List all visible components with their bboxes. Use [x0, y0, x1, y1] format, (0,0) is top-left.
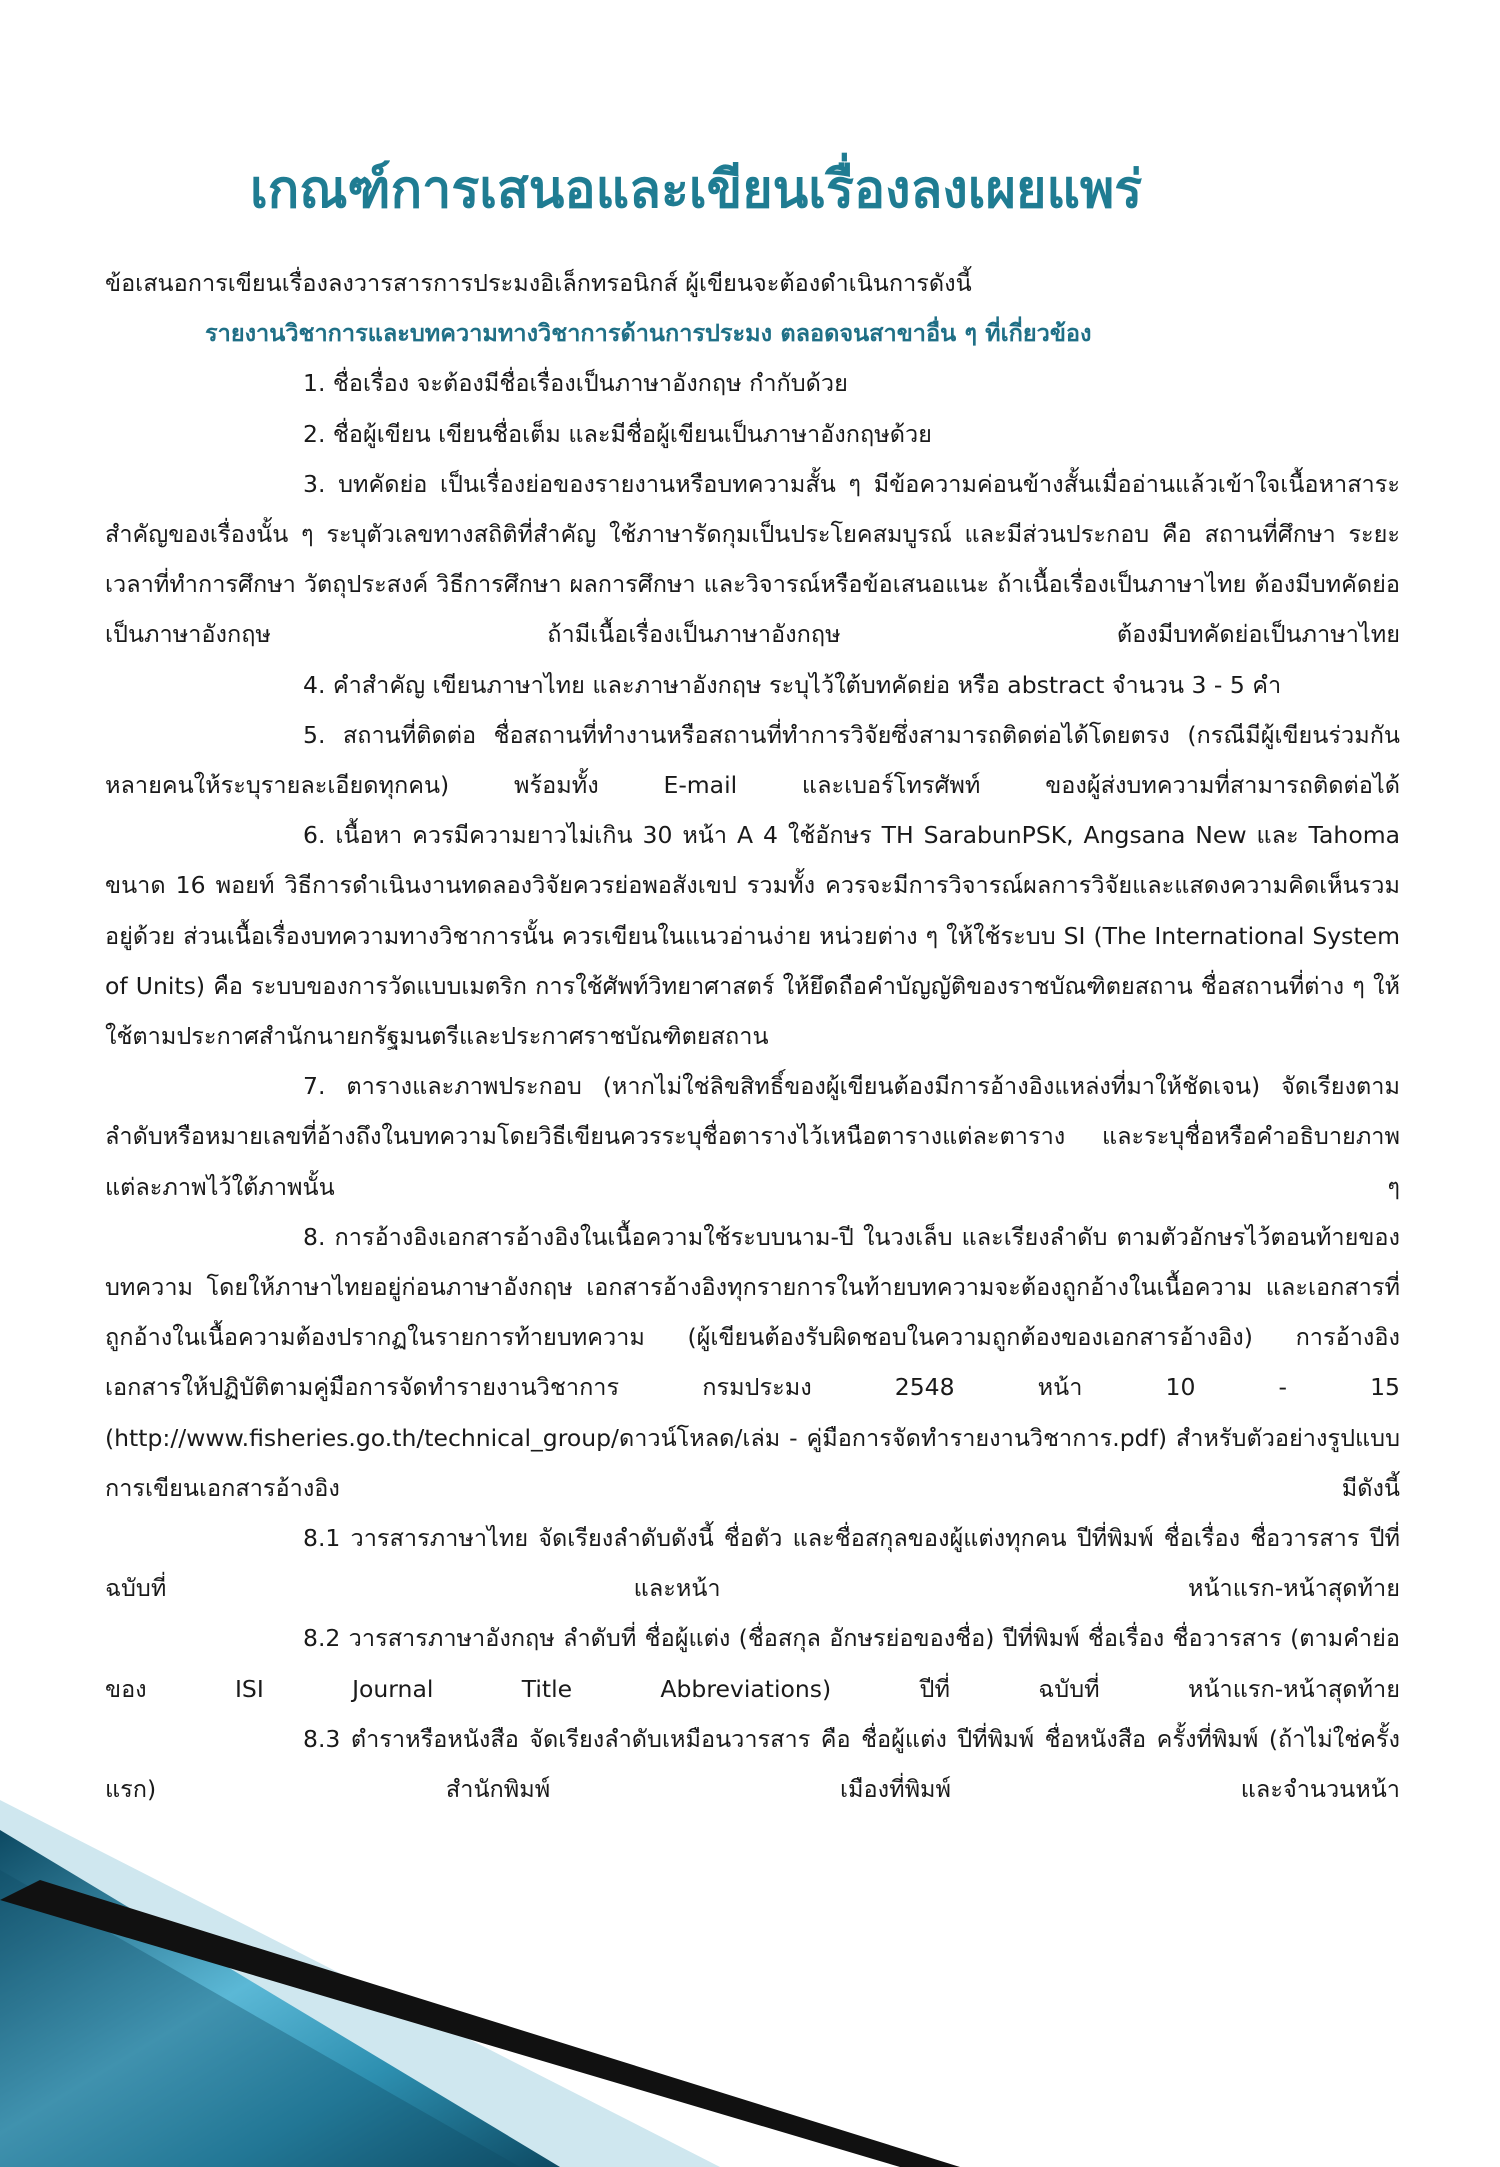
item-8-2-english-journal: 8.2 วารสารภาษาอังกฤษ ลำดับที่ ชื่อผู้แต่ง (ชื่อสกุล อักษรย่อของชื่อ) ปีที่พิมพ์ ชื่อเรื่อง ชื่อวารสาร (ตามคำย่อของ ISI Journal Title Abbreviations) ปีที่ ฉบับที่ หน้าแรก-หน้าสุดท้าย — [105, 1624, 1400, 1703]
intro-paragraph: ข้อเสนอการเขียนเรื่องลงวารสารการประมงอิเล็กทรอนิกส์ ผู้เขียนจะต้องดำเนินการดังนี้ — [105, 269, 972, 297]
page-title: เกณฑ์การเสนอและเขียนเรื่องลงเผยแพร่ — [250, 160, 1143, 220]
corner-decoration — [0, 1800, 1500, 2167]
item-8-3-book: 8.3 ตำราหรือหนังสือ จัดเรียงลำดับเหมือนวารสาร คือ ชื่อผู้แต่ง ปีที่พิมพ์ ชื่อหนังสือ ครั้งที่พิมพ์ (ถ้าไม่ใช่ครั้งแรก) สำนักพิมพ์ เมืองที่พิมพ์ และจำนวนหน้า — [105, 1724, 1400, 1804]
item-7-tables-figures: 7. ตารางและภาพประกอบ (หากไม่ใช่ลิขสิทธิ์ของผู้เขียนต้องมีการอ้างอิงแหล่งที่มาให้ชัดเจน) จัดเรียงตามลำดับหรือหมายเลขที่อ้างถึงในบทความโดยวิธีเขียนควรระบุชื่อตารางไว้เหนือตารางแต่ละตาราง และระบุชื่อหรือคำอธิบายภาพแต่ละภาพไว้ใต้ภาพนั้น ๆ — [105, 1072, 1400, 1201]
document-body — [105, 258, 1400, 1814]
item-3-abstract: 3. บทคัดย่อ เป็นเรื่องย่อของรายงานหรือบทความสั้น ๆ มีข้อความค่อนข้างสั้นเมื่ออ่านแล้วเข้าใจเนื้อหาสาระสำคัญของเรื่องนั้น ๆ ระบุตัวเลขทางสถิติที่สำคัญ ใช้ภาษารัดกุมเป็นประโยคสมบูรณ์ และมีส่วนประกอบ คือ สถานที่ศึกษา ระยะเวลาที่ทำการศึกษา วัตถุประสงค์ วิธีการศึกษา ผลการศึกษา และวิจารณ์หรือข้อเสนอแนะ ถ้าเนื้อเรื่องเป็นภาษาไทย ต้องมีบทคัดย่อเป็นภาษาอังกฤษ ถ้ามีเนื้อเรื่องเป็นภาษาอังกฤษ ต้องมีบทคัดย่อเป็นภาษาไทย — [105, 469, 1400, 649]
item-2-author: 2. ชื่อผู้เขียน เขียนชื่อเต็ม และมีชื่อผู้เขียนเป็นภาษาอังกฤษด้วย — [303, 419, 932, 448]
item-5-contact: 5. สถานที่ติดต่อ ชื่อสถานที่ทำงานหรือสถานที่ทำการวิจัยซึ่งสามารถติดต่อได้โดยตรง (กรณีมีผู้เขียนร่วมกันหลายคนให้ระบุรายละเอียดทุกคน) พร้อมทั้ง E-mail และเบอร์โทรศัพท์ ของผู้ส่งบทความที่สามารถติดต่อได้ — [105, 720, 1400, 800]
item-1-title: 1. ชื่อเรื่อง จะต้องมีชื่อเรื่องเป็นภาษาอังกฤษ กำกับด้วย — [303, 369, 848, 398]
section-subheading: รายงานวิชาการและบทความทางวิชาการด้านการประมง ตลอดจนสาขาอื่น ๆ ที่เกี่ยวข้อง — [205, 319, 1092, 348]
item-6-content: 6. เนื้อหา ควรมีความยาวไม่เกิน 30 หน้า A 4 ใช้อักษร TH SarabunPSK, Angsana New และ Tahoma ขนาด 16 พอยท์ วิธีการดำเนินงานทดลองวิจัยควรย่อพอสังเขป รวมทั้ง ควรจะมีการวิจารณ์ผลการวิจัยและแสดงความคิดเห็นรวมอยู่ด้วย ส่วนเนื้อเรื่องบทความทางวิชาการนั้น ควรเขียนในแนวอ่านง่าย หน่วยต่าง ๆ ให้ใช้ระบบ SI (The International System of Units) คือ ระบบของการวัดแบบเมตริก การใช้ศัพท์วิทยาศาสตร์ ให้ยึดถือคำบัญญัติของราชบัณฑิตยสถาน ชื่อสถานที่ต่าง ๆ ให้ใช้ตามประกาศสำนักนายกรัฐมนตรีและประกาศราชบัณฑิตยสถาน — [105, 821, 1400, 1051]
item-4-keywords: 4. คำสำคัญ เขียนภาษาไทย และภาษาอังกฤษ ระบุไว้ใต้บทคัดย่อ หรือ abstract จำนวน 3 - 5 คำ — [303, 670, 1282, 699]
item-8-references: 8. การอ้างอิงเอกสารอ้างอิงในเนื้อความใช้ระบบนาม-ปี ในวงเล็บ และเรียงลำดับ ตามตัวอักษรไว้ตอนท้ายของบทความ โดยให้ภาษาไทยอยู่ก่อนภาษาอังกฤษ เอกสารอ้างอิงทุกรายการในท้ายบทความจะต้องถูกอ้างในเนื้อความ และเอกสารที่ถูกอ้างในเนื้อความต้องปรากฏในรายการท้ายบทความ (ผู้เขียนต้องรับผิดชอบในความถูกต้องของเอกสารอ้างอิง) การอ้างอิงเอกสารให้ปฏิบัติตามคู่มือการจัดทำรายงานวิชาการ กรมประมง 2548 หน้า 10 - 15 (http://www.fisheries.go.th/technical_group/ดาวน์โหลด/เล่ม - คู่มือการจัดทำรายงานวิชาการ.pdf) สำหรับตัวอย่างรูปแบบการเขียนเอกสารอ้างอิง มีดังนี้ — [105, 1222, 1400, 1502]
item-8-1-thai-journal: 8.1 วารสารภาษาไทย จัดเรียงลำดับดังนี้ ชื่อตัว และชื่อสกุลของผู้แต่งทุกคน ปีที่พิมพ์ ชื่อเรื่อง ชื่อวารสาร ปีที่ ฉบับที่ และหน้า หน้าแรก-หน้าสุดท้าย — [105, 1524, 1400, 1603]
